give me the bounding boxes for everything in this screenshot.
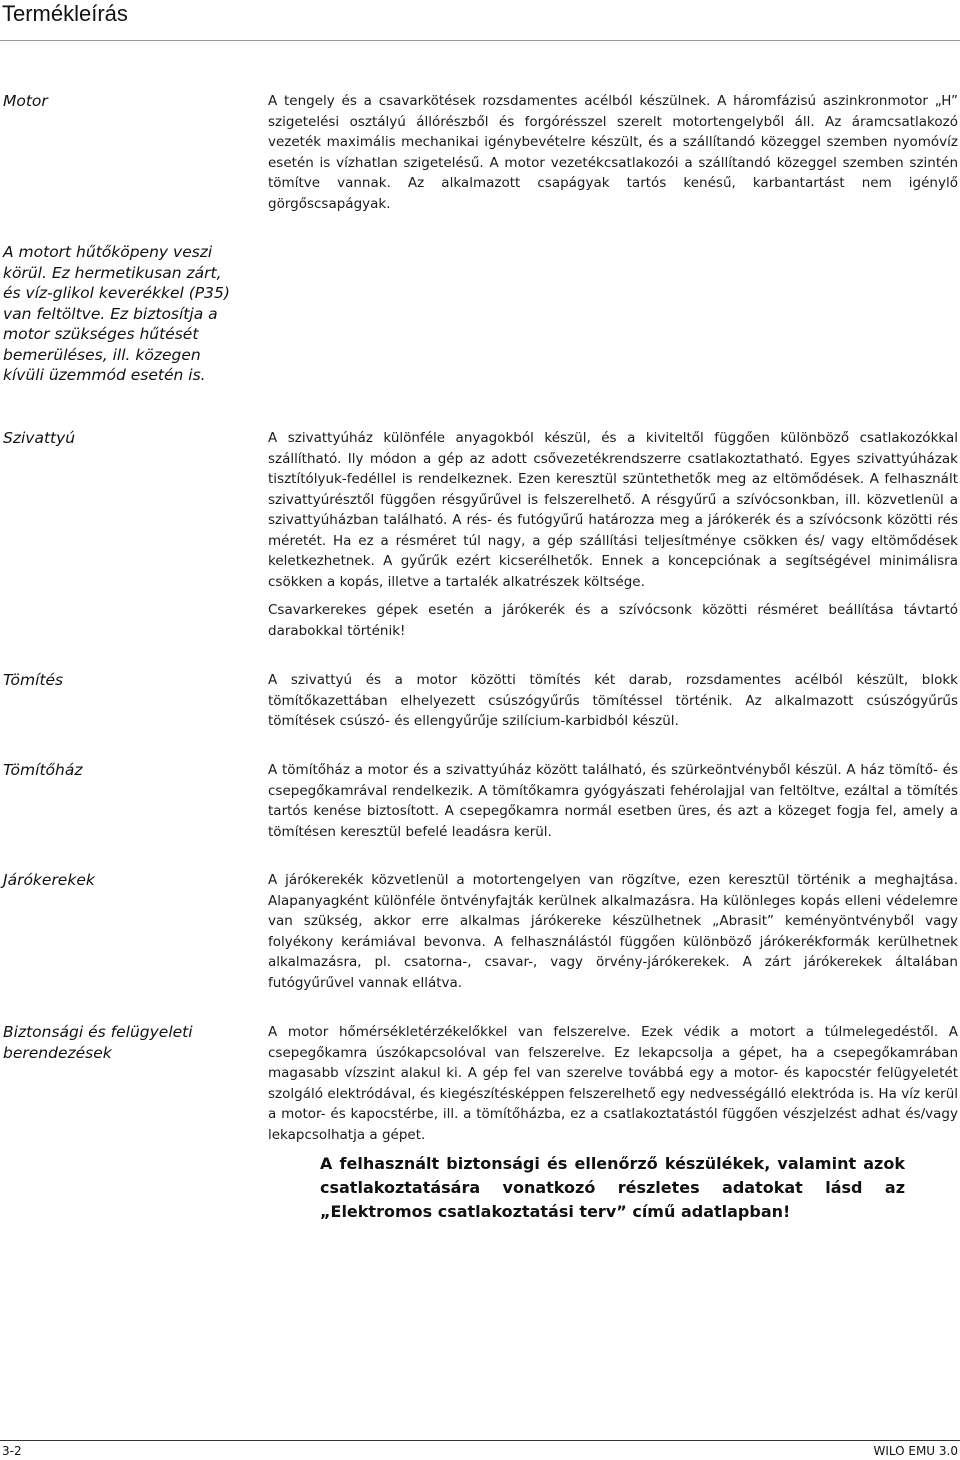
section-label-motor: Motor (3, 92, 48, 110)
section-label-pump: Szivattyú (3, 429, 76, 447)
section-label-safety: Biztonsági és felügyeleti berendezések (3, 1023, 193, 1062)
motor-paragraph: A tengely és a csavarkötések rozsdamentes acélból készülnek. A háromfázisú aszinkronmotor „H” szigetelési osztályú állórészből és forgórésszel szerelt motortengelyből áll. Az áramcsatlakozó vezeték maximális mechanikai igénybevételre készült, és a szállítandó közeggel szemben nyomóvíz esetén is vízhatlan szigetelésű. A motor vezetékcsatlakozói a szállítandó közeggel szemben szintén tömítve vannak. Az alkalmazott csapágyak tartós kenésű, karbantartást nem igénylő görgőscsapágyak. (268, 93, 958, 212)
title-divider (0, 40, 960, 41)
impellers-paragraph: A járókerekék közvetlenül a motortengelyen van rögzítve, ezen keresztül történik a meghajtása. Alapanyagként különféle öntvényfajták kerülnek alkalmazásra. Ha különleges kopás elleni védelemre van szükség, akkor erre alkalmas járókereke készülhetnek „Abrasit” keményöntvényből vagy folyékony kerámiával bevonva. A felhasználástól függően különböző járókerékformák kerülhetnek alkalmazásra, pl. csatorna-, csavar-, vagy örvény-járókerekek. A zárt járókerekek általában futógyűrűvel vannak ellátva. (268, 872, 958, 991)
pump-paragraph-1: A szivattyúház különféle anyagokból készül, és a kiviteltől függően különböző csatlakozókkal szállítható. Ily módon a gép az adott csővezetékrendszerre csatlakoztatható. Egyes szivattyúházak tisztítólyuk-fedéllel is rendelkeznek. Ezen keresztül szüntethetők meg az eltömődések. A felhasznált szivattyúrésztől függően résgyűrűvel is felszerelhető. A résgyűrű a szívócsonkban, ill. közvetlenül a szivattyúházban található. A rés- és futógyűrű határozza meg a járókerék és a szívócsonk közötti rés méretét. Ha ez a résméret túl nagy, a gép szállítási teljesítménye csökken és/ vagy eltömődések keletkezhetnek. A gyűrűk ezért kicserélhetők. Ennek a koncepciónak a segítségével minimálisra csökken a kopás, illetve a tartalék alkatrészek költsége. (268, 430, 958, 590)
seal-housing-paragraph: A tömítőház a motor és a szivattyúház között található, és szürkeöntvényből készül. A ház tömítő- és csepegőkamrával rendelkezik. A tömítőkamra gyógyászati fehérolajjal van feltöltve, ezáltal a tömítés tartós kenése biztosított. A csepegőkamra normál esetben üres, és azt a közeget fogja fel, amely a tömítésen keresztül befelé leadásra kerül. (268, 762, 958, 840)
pump-paragraph-2: Csavarkerekes gépek esetén a járókerék és a szívócsonk közötti résméret beállítása távtartó darabokkal történik! (268, 602, 958, 639)
section-label-seal: Tömítés (3, 671, 64, 689)
product-name: WILO EMU 3.0 (873, 1444, 958, 1458)
safety-callout: A felhasznált biztonsági és ellenőrző készülékek, valamint azok csatlakoztatására vonatkozó részletes adatokat lásd az „Elektromos csatlakoztatási terv” című adatlapban! (320, 1154, 905, 1221)
page-number: 3-2 (2, 1444, 22, 1458)
page-title: Termékleírás (2, 1, 128, 26)
footer-divider (0, 1440, 960, 1441)
seal-paragraph: A szivattyú és a motor közötti tömítés két darab, rozsdamentes acélból készült, blokk tömítőkazettában elhelyezett csúszógyűrűs tömítéssel történik. Az alkalmazott csúszógyűrűs tömítések csúszó- és ellengyűrűje szilícium-karbidból készül. (268, 672, 958, 729)
section-label-seal-housing: Tömítőház (3, 761, 83, 779)
safety-paragraph: A motor hőmérsékletérzékelőkkel van felszerelve. Ezek védik a motort a túlmelegedéstől. A csepegőkamra úszókapcsolóval van felszerelve. Ez lekapcsolja a gépet, ha a csepegőkamrában magasabb vízszint alakul ki. A gép fel van szerelve továbbá egy a motor- és kapocstér felügyeletét szolgáló elektródával, és kiegészítésképpen felszerelhető egy nedvességálló elektróda is. Ha víz kerül a motor- és kapocstérbe, ill. a tömítőházba, ez a csatlakoztatástól függően vészjelzést adhat és/vagy lekapcsolhatja a gépet. (268, 1024, 958, 1143)
cooling-side-note: A motort hűtőköpeny veszi körül. Ez hermetikusan zárt, és víz-glikol keverékkel (P35) van feltöltve. Ez biztosítja a motor szükséges hűtését bemerüléses, ill. közegen kívüli üzemmód esetén is. (3, 243, 230, 384)
section-label-impellers: Járókerekek (3, 871, 95, 889)
